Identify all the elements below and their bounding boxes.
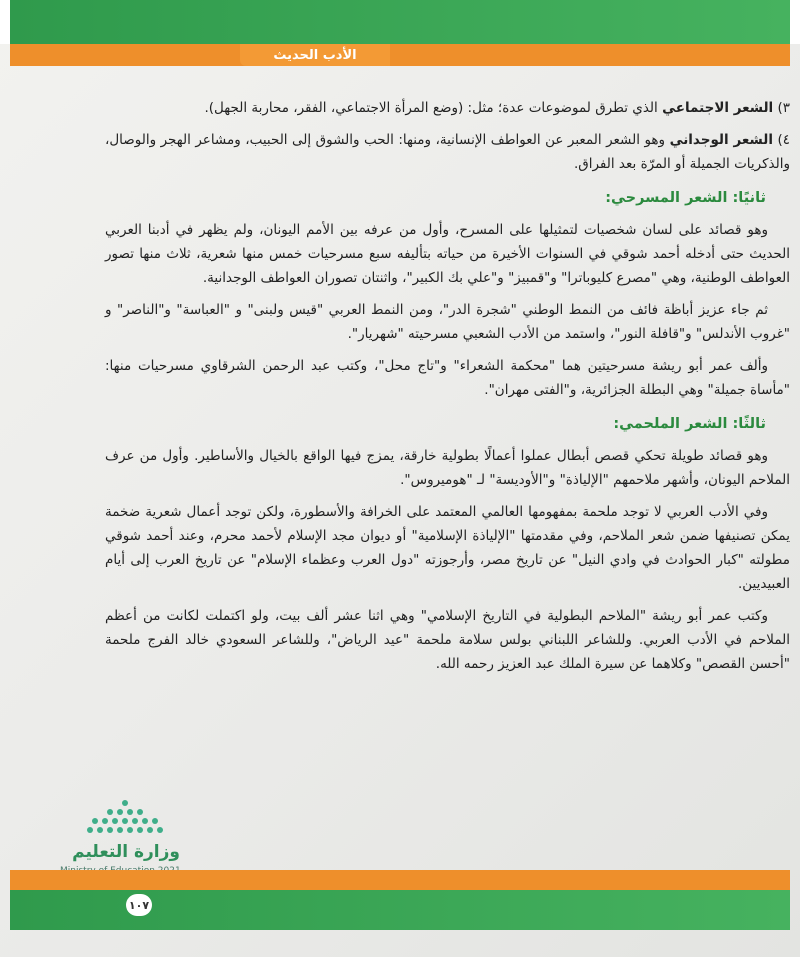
list-term: الشعر الاجتماعي	[662, 100, 774, 116]
list-text: وهو الشعر المعبر عن العواطف الإنسانية، ومنها: الحب والشوق إلى الحبيب، ومشاعر الهجر والوصال، والذكريات الجميلة أو المرّة بعد الفراق.	[105, 132, 790, 172]
section-heading-epic: ثالثًا: الشعر الملحمي:	[613, 416, 766, 432]
paragraph: وكتب عمر أبو ريشة "الملاحم البطولية في التاريخ الإسلامي" وهي اثنا عشر ألف بيت، ولو اكتملت لكانت من أعظم الملاحم في الأدب العربي. وللشاعر اللبناني بولس سلامة ملحمة "عيد الرياض"، وللشاعر السعودي خالد الفرج ملحمة "أحسن القصص" وكلاهما عن سيرة الملك عبد العزيز رحمه الله.	[105, 608, 790, 672]
paragraph: وهو قصائد طويلة تحكي قصص أبطال عملوا أعمالًا بطولية خارقة، يمزج فيها الواقع بالخيال والأساطير. وأول من عرف الملاحم اليونان، وأشهر ملاحمهم "الإلياذة" و"الأوديسة" لـ "هوميروس".	[105, 448, 790, 488]
list-term: الشعر الوجداني	[669, 132, 773, 148]
list-item-3	[105, 96, 790, 120]
paragraph: وألف عمر أبو ريشة مسرحيتين هما "محكمة الشعراء" و"تاج محل"، وكتب عبد الرحمن الشرقاوي مسرحيات منها: "مأساة جميلة" وهي البطلة الجزائرية، و"الفتى مهران".	[105, 358, 790, 398]
list-item-4	[105, 128, 790, 176]
logo-arabic-text: وزارة التعليم	[72, 842, 180, 862]
bottom-orange-band	[10, 870, 790, 890]
paragraph: ثم جاء عزيز أباظة فائف من النمط الوطني "شجرة الدر"، ومن النمط العربي "قيس ولبنى" و "العباسة" و"الناصر" و "غروب الأندلس" و"قافلة النور"، واستمد من الأدب الشعبي مسرحيته "شهريار".	[105, 302, 790, 342]
list-text: الذي تطرق لموضوعات عدة؛ مثل: (وضع المرأة الاجتماعي، الفقر، محاربة الجهل).	[204, 100, 658, 116]
content-body	[105, 96, 790, 684]
list-number: ٤)	[777, 132, 790, 148]
top-orange-band	[10, 44, 790, 66]
list-number: ٣)	[777, 100, 790, 116]
page-number: ١٠٧	[126, 894, 152, 916]
section-heading-theatrical: ثانيًا: الشعر المسرحي:	[605, 190, 766, 206]
top-green-bar	[10, 0, 790, 44]
ministry-logo	[60, 800, 190, 880]
paragraph: وفي الأدب العربي لا توجد ملحمة بمفهومها العالمي المعتمد على الخرافة والأسطورة، ولكن توجد أعمال شعرية ضخمة يمكن تصنيفها ضمن شعر الملاحم، وفي مقدمتها "الإلياذة الإسلامية" أو ديوان مجد الإسلام لأحمد محرم، وعند أحمد شوقي مطولته "كبار الحوادث في وادي النيل" عن تاريخ مصر، وأرجوزته "دول العرب وعظماء الإسلام" عن تاريخ العرب إلى أيام العبيديين.	[105, 504, 790, 592]
paragraph: وهو قصائد على لسان شخصيات لتمثيلها على المسرح، وأول من عرفه بين الأمم اليونان، ولم يظهر في أدبنا العربي الحديث حتى أدخله أحمد شوقي في السنوات الأخيرة من حياته بتأليفه سبع مسرحيات خمس منها شعرية، ثلاث منها تصور العواطف الوطنية، وهي "مصرع كليوباترا" و"قمبيز" و"علي بك الكبير"، واثنتان تصوران العواطف الوجدانية.	[105, 222, 790, 286]
top-banner	[0, 0, 800, 44]
logo-dots-icon	[80, 800, 180, 838]
section-title-tab: الأدب الحديث	[240, 44, 390, 66]
